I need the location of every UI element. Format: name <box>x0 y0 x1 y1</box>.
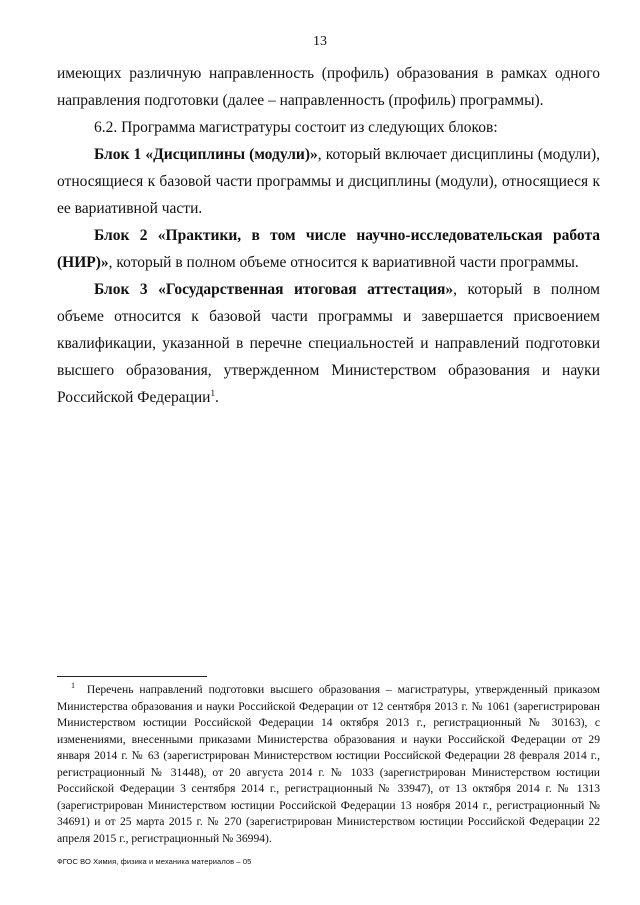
paragraph-text: 6.2. Программа магистратуры состоит из следующих блоков: <box>94 119 498 136</box>
footnote-mark: 1 <box>71 681 75 691</box>
document-footer: ФГОС ВО Химия, физика и механика материалов – 05 <box>57 857 252 866</box>
paragraph-end: . <box>214 389 219 406</box>
block-1-title: Блок 1 «Дисциплины (модули)» <box>94 146 318 163</box>
footnote-text: Перечень направлений подготовки высшего образования – магистратуры, утвержденный приказом Министерства образования и науки Российской Федерации от 12 сентября 2013 г. № 1061 (зарегистрирован Министерством юстиции Российской Федерации 14 октября 2013 г., регистрационный № 30163), с изменениями, внесенными приказами Министерства образования и науки Российской Федерации от 29 января 2014 г. № 63 (зарегистрирован Министерством юстиции Российской Федерации 28 февраля 2014 г., регистрационный № 31448), от 20 августа 2014 г. № 1033 (зарегистрирован Министерством юстиции Российской Федерации 3 сентября 2014 г., регистрационный № 33947), от 13 октября 2014 г. № 1313 (зарегистрирован Министерством юстиции Российской Федерации 13 ноября 2014 г., регистрационный № 34691) и от 25 марта 2015 г. № 270 (зарегистрирован Министерством юстиции Российской Федерации 22 апреля 2015 г., регистрационный № 36994). <box>57 683 600 845</box>
paragraph-text: , который включает дисциплины (модули), относящиеся к базовой части программы и дисциплины (модули), относящиеся к ее вариативной части. <box>57 146 600 217</box>
footnote-reference[interactable]: 1 <box>210 387 215 398</box>
main-text <box>57 60 600 411</box>
paragraph-block-1 <box>57 141 600 222</box>
block-2-title: Блок 2 «Практики, в том числе научно-исследовательская работа (НИР)» <box>57 227 600 271</box>
paragraph-text: имеющих различную направленность (профиль) образования в рамках одного направления подготовки (далее – направленность (профиль) программы). <box>57 65 600 109</box>
paragraph-block-2 <box>57 222 600 276</box>
block-3-title: Блок 3 «Государственная итоговая аттестация» <box>94 281 454 298</box>
footnote-divider <box>57 676 207 677</box>
paragraph-section-6-2 <box>57 114 600 141</box>
paragraph-text: , который в полном объеме относится к вариативной части программы. <box>108 254 579 271</box>
paragraph-text: , который в полном объеме относится к базовой части программы и завершается присвоением квалификации, указанной в перечне специальностей и направлений подготовки высшего образования, утвержденном Министерством образования и науки Российской Федерации <box>57 281 600 406</box>
paragraph-continuation <box>57 60 600 114</box>
footnote <box>57 682 600 847</box>
paragraph-block-3 <box>57 276 600 411</box>
page-number: 13 <box>313 34 327 49</box>
